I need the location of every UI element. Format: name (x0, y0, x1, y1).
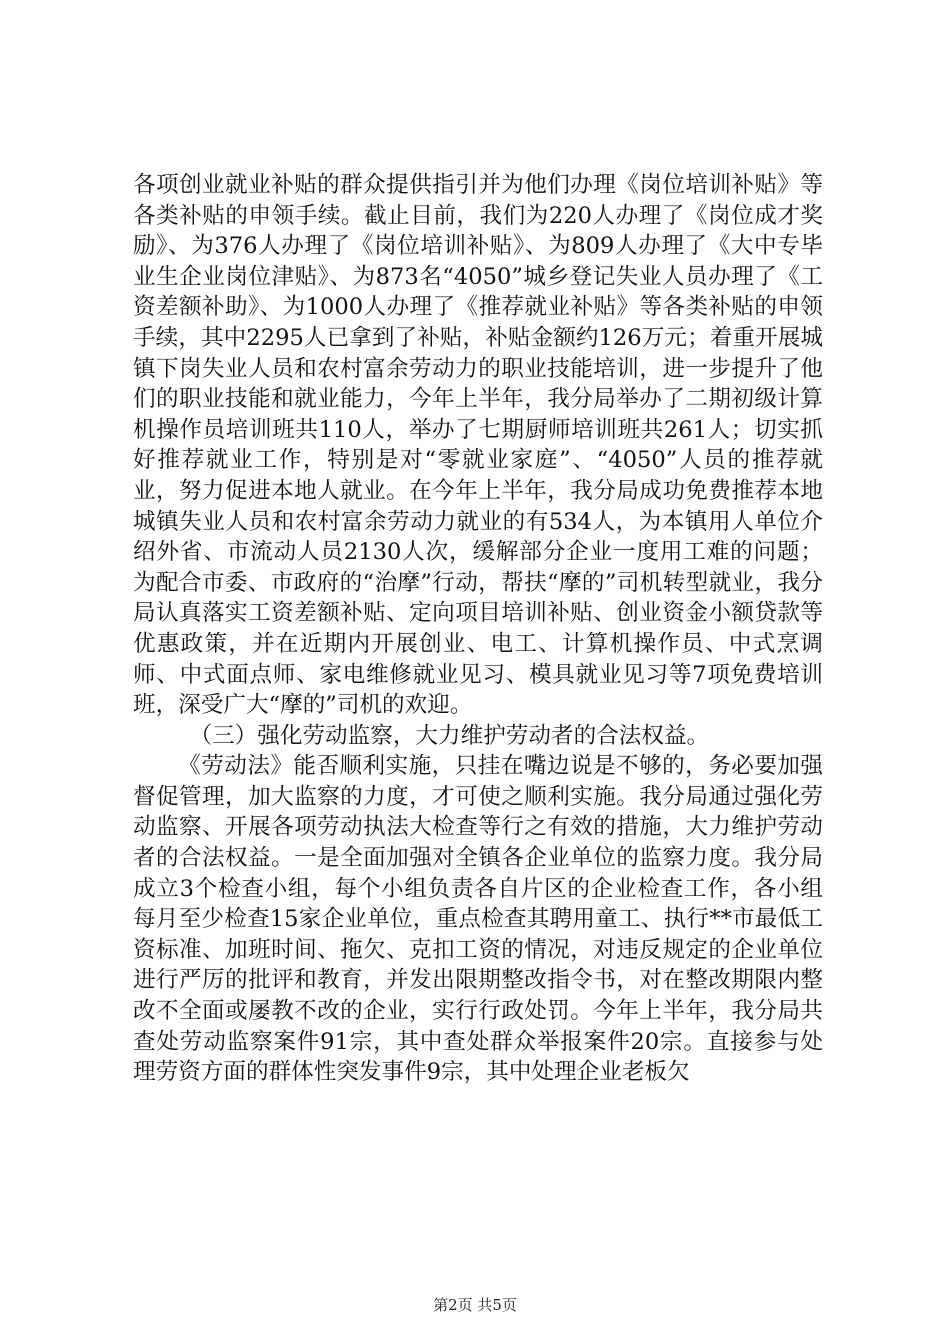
body-text (133, 170, 823, 1088)
paragraph-labor-law: 《劳动法》能否顺利实施，只挂在嘴边说是不够的，务必要加强督促管理，加大监察的力度，才可使之顺利实施。我分局通过强化劳动监察、开展各项劳动执法大检查等行之有效的措施，大力维护劳动者的合法权益。一是全面加强对全镇各企业单位的监察力度。我分局成立3个检查小组，每个小组负责各自片区的企业检查工作，各小组每月至少检查15家企业单位，重点检查其聘用童工、执行**市最低工资标准、加班时间、拖欠、克扣工资的情况，对违反规定的企业单位进行严厉的批评和教育，并发出限期整改指令书，对在整改期限内整改不全面或屡教不改的企业，实行行政处罚。今年上半年，我分局共查处劳动监察案件91宗，其中查处群众举报案件20宗。直接参与处理劳资方面的群体性突发事件9宗，其中处理企业老板欠 (133, 753, 823, 1086)
section-heading-labor-inspection: （三）强化劳动监察，大力维护劳动者的合法权益。 (189, 722, 710, 749)
page-footer: 第2页 共5页 (433, 1296, 517, 1314)
paragraph-subsidies: 各项创业就业补贴的群众提供指引并为他们办理《岗位培训补贴》等各类补贴的申领手续。截止目前，我们为220人办理了《岗位成才奖励》、为376人办理了《岗位培训补贴》、为809人办理了《大中专毕业生企业岗位津贴》、为873名“4050”城乡登记失业人员办理了《工资差额补助》、为1000人办理了《推荐就业补贴》等各类补贴的申领手续，其中2295人已拿到了补贴，补贴金额约126万元；着重开展城镇下岗失业人员和农村富余劳动力的职业技能培训，进一步提升了他们的职业技能和就业能力，今年上半年，我分局举办了二期初级计算机操作员培训班共110人，举办了七期厨师培训班共261人；切实抓好推荐就业工作，特别是对“零就业家庭”、“4050”人员的推荐就业，努力促进本地人就业。在今年上半年，我分局成功免费推荐本地城镇失业人员和农村富余劳动力就业的有534人，为本镇用人单位介绍外省、市流动人员2130人次，缓解部分企业一度用工难的问题；为配合市委、市政府的“治摩”行动，帮扶“摩的”司机转型就业，我分局认真落实工资差额补贴、定向项目培训补贴、创业资金小额贷款等优惠政策，并在近期内开展创业、电工、计算机操作员、中式烹调师、中式面点师、家电维修就业见习、模具就业见习等7项免费培训班，深受广大“摩的”司机的欢迎。 (133, 172, 823, 719)
